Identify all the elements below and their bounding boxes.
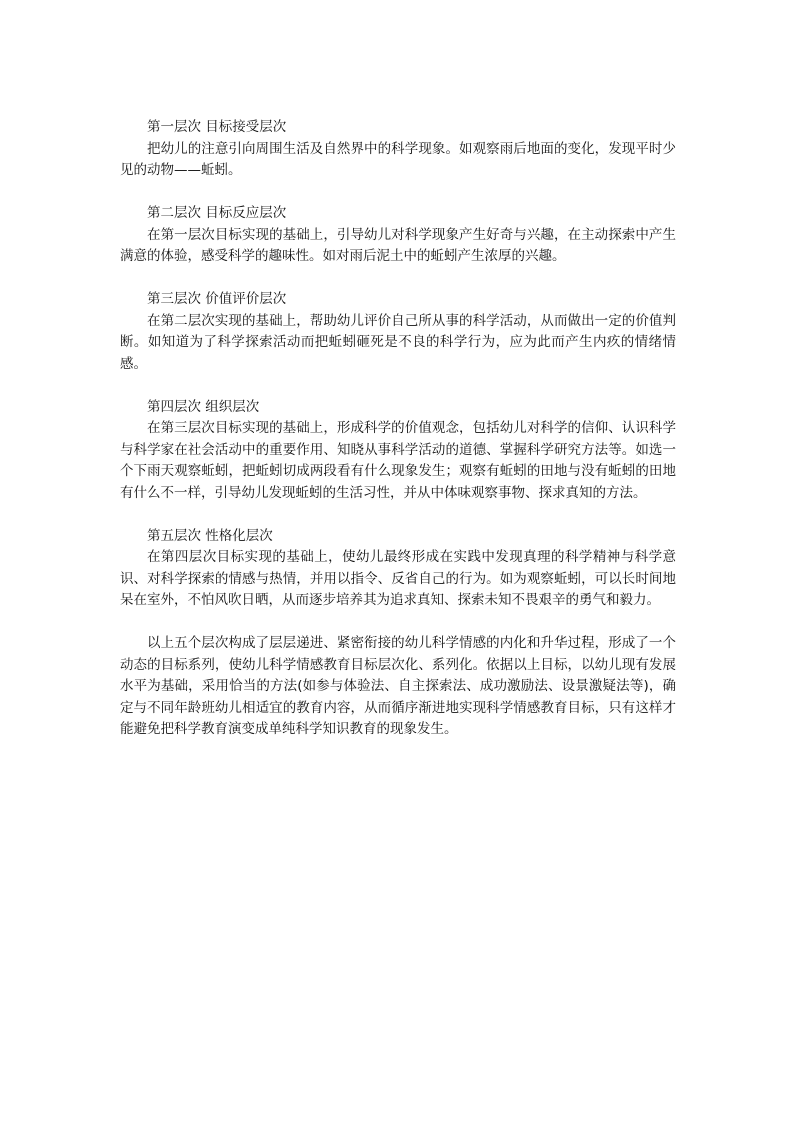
section-level-5 [120,526,676,612]
section-level-3 [120,289,676,375]
section-level-2 [120,203,676,268]
conclusion-paragraph: 以上五个层次构成了层层递进、紧密衔接的幼儿科学情感的内化和升华过程，形成了一个动态的目标系列，使幼儿科学情感教育目标层次化、系列化。依据以上目标，以幼儿现有发展水平为基础，采用恰当的方法(如参与体验法、自主探索法、成功激励法、设景激疑法等)，确定与不同年龄班幼儿相适宜的教育内容，从而循序渐进地实现科学情感教育目标，只有这样才能避免把科学教育演变成单纯科学知识教育的现象发生。 [120,635,676,737]
section-level-1 [120,117,676,182]
section-paragraph: 在第二层次实现的基础上，帮助幼儿评价自己所从事的科学活动，从而做出一定的价值判断。如知道为了科学探索活动而把蚯蚓砸死是不良的科学行为，应为此而产生内疚的情绪情感。 [120,312,676,372]
section-paragraph: 把幼儿的注意引向周围生活及自然界中的科学现象。如观察雨后地面的变化，发现平时少见的动物——蚯蚓。 [120,140,676,178]
section-heading: 第三层次 价值评价层次 [147,291,287,307]
document-body [120,117,676,762]
section-heading: 第五层次 性格化层次 [147,527,273,544]
section-paragraph: 在第三层次目标实现的基础上，形成科学的价值观念，包括幼儿对科学的信仰、认识科学与科学家在社会活动中的重要作用、知晓从事科学活动的道德、掌握科学研究方法等。如选一个下雨天观察蚯蚓，把蚯蚓切成两段看有什么现象发生；观察有蚯蚓的田地与没有蚯蚓的田地有什么不一样，引导幼儿发现蚯蚓的生活习性，并从中体味观察事物、探求真知的方法。 [120,420,676,501]
section-level-4 [120,397,676,505]
conclusion-section [120,633,676,741]
section-paragraph: 在第一层次目标实现的基础上，引导幼儿对科学现象产生好奇与兴趣，在主动探索中产生满意的体验，感受科学的趣味性。如对雨后泥土中的蚯蚓产生浓厚的兴趣。 [120,226,676,264]
section-heading: 第二层次 目标反应层次 [147,205,287,221]
section-heading: 第一层次 目标接受层次 [147,119,287,135]
section-heading: 第四层次 组织层次 [147,398,260,415]
section-paragraph: 在第四层次目标实现的基础上，使幼儿最终形成在实践中发现真理的科学精神与科学意识、对科学探索的情感与热情，并用以指令、反省自己的行为。如为观察蚯蚓，可以长时间地呆在室外，不怕风吹日晒，从而逐步培养其为追求真知、探索未知不畏艰辛的勇气和毅力。 [120,549,676,608]
